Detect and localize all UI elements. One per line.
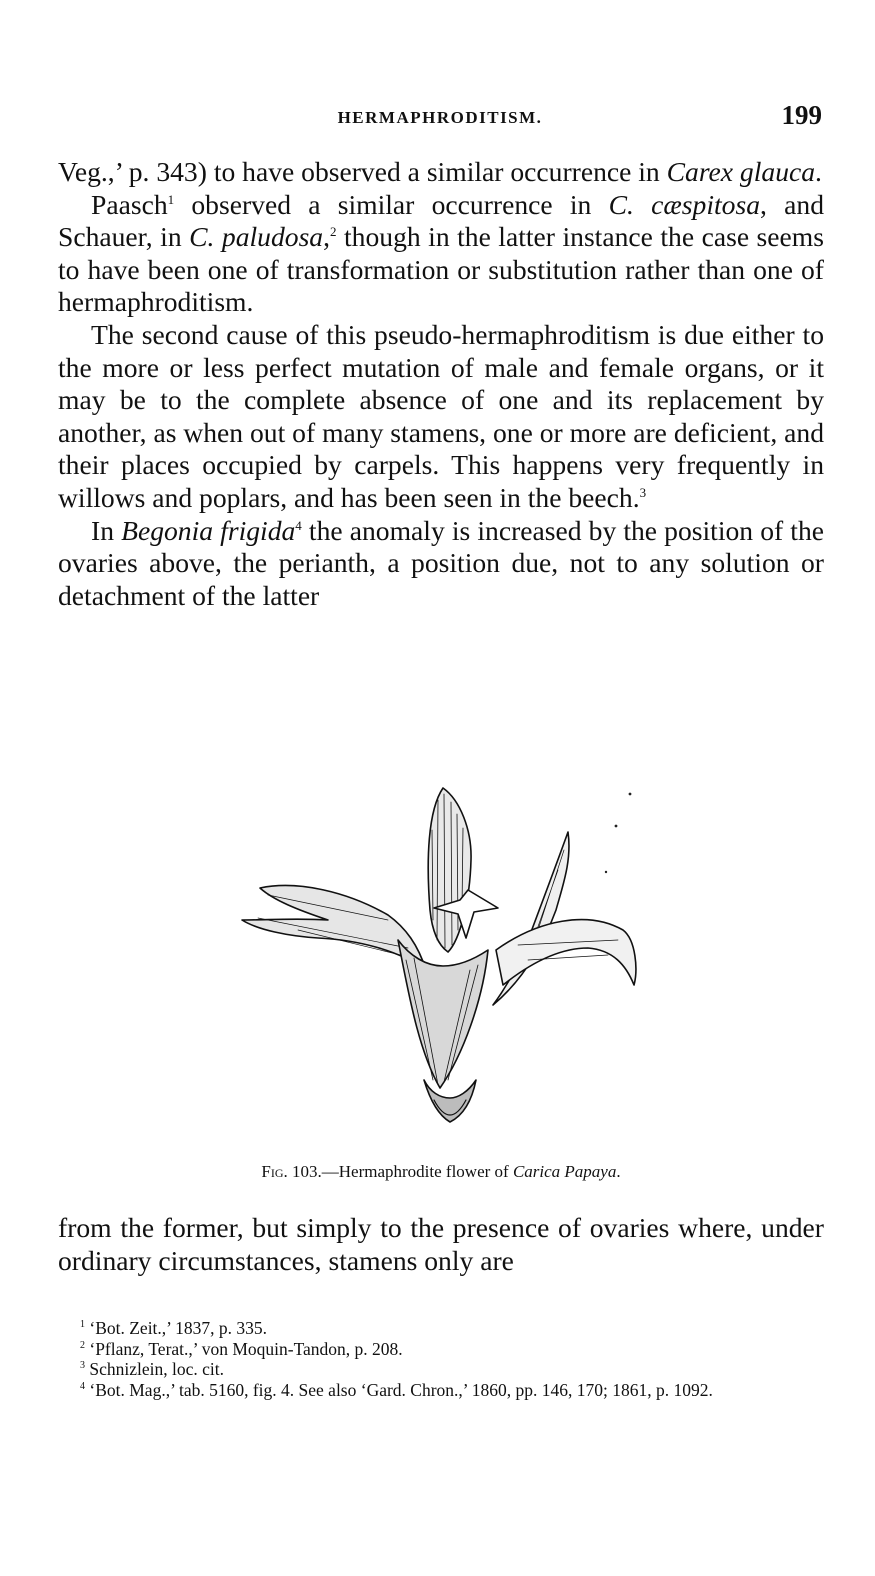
- footnote-2: $^2$ ‘Pflanz, Terat.,’ von Moquin-Tandon, p. 208.: [80, 1338, 403, 1359]
- body-text-bottom: [58, 1212, 824, 1277]
- footnote-1: $^1$ ‘Bot. Zeit.,’ 1837, p. 335.: [80, 1318, 267, 1338]
- left-petal: [242, 886, 426, 970]
- footnote-ref-3: 3: [639, 484, 647, 500]
- paragraph-begonia: In Begonia frigida$^4$ the anomaly is increased by the position of the ovaries above, the perianth, a position due, not to any solution or detachment of the latter: [58, 514, 824, 611]
- paragraph-continuation-bottom: from the former, but simply to the presence of ovaries where, under ordinary circumstances, stamens only are: [58, 1212, 824, 1276]
- footnotes: [58, 1318, 824, 1400]
- footnote-3: $^3$ Schnizlein, loc. cit.: [80, 1359, 224, 1379]
- page-number: 199: [781, 100, 822, 130]
- running-head: HERMAPHRODITISM.: [337, 108, 543, 127]
- recurved-petal: [496, 920, 636, 985]
- calyx: [424, 1080, 476, 1122]
- carica-papaya-flower-drawing: [238, 780, 643, 1140]
- footnote-ref-2: 2: [330, 224, 337, 239]
- footnote-ref-4: 4: [295, 517, 302, 533]
- figure-caption: Fig. 103.—Hermaphrodite flower of Carica Papaya.: [261, 1162, 621, 1181]
- figure-flower-illustration: [238, 780, 643, 1140]
- paragraph-second-cause: The second cause of this pseudo-hermaphroditism is due either to the more or less perfect mutation of male and female organs, or it may be to the complete absence of one and its replacement by another, as when out of many stamens, one or more are deficient, and their places occupied by carpels. This happens very frequently in willows and poplars, and has been seen in the beech.$^3$: [58, 318, 824, 513]
- paragraph-paasch: Paasch$^1$ observed a similar occurrence in C. cæspitosa, and Schauer, in C. paludosa,$^2$ though in the latter instance the case seems to have been one of transformation or substitution rather than one of hermaphroditism.: [58, 188, 824, 318]
- footnote-ref-1: 1: [167, 191, 175, 207]
- page-header: [58, 100, 822, 132]
- footnote-4: $^4$ ‘Bot. Mag.,’ tab. 5160, fig. 4. See also ‘Gard. Chron.,’ 1860, pp. 146, 170; 1861, p. 1092.: [80, 1379, 713, 1400]
- paragraph-continuation: Veg.,’ p. 343) to have observed a similar occurrence in Carex glauca.: [58, 156, 822, 187]
- ovary: [398, 940, 488, 1088]
- body-text-top: [58, 156, 824, 612]
